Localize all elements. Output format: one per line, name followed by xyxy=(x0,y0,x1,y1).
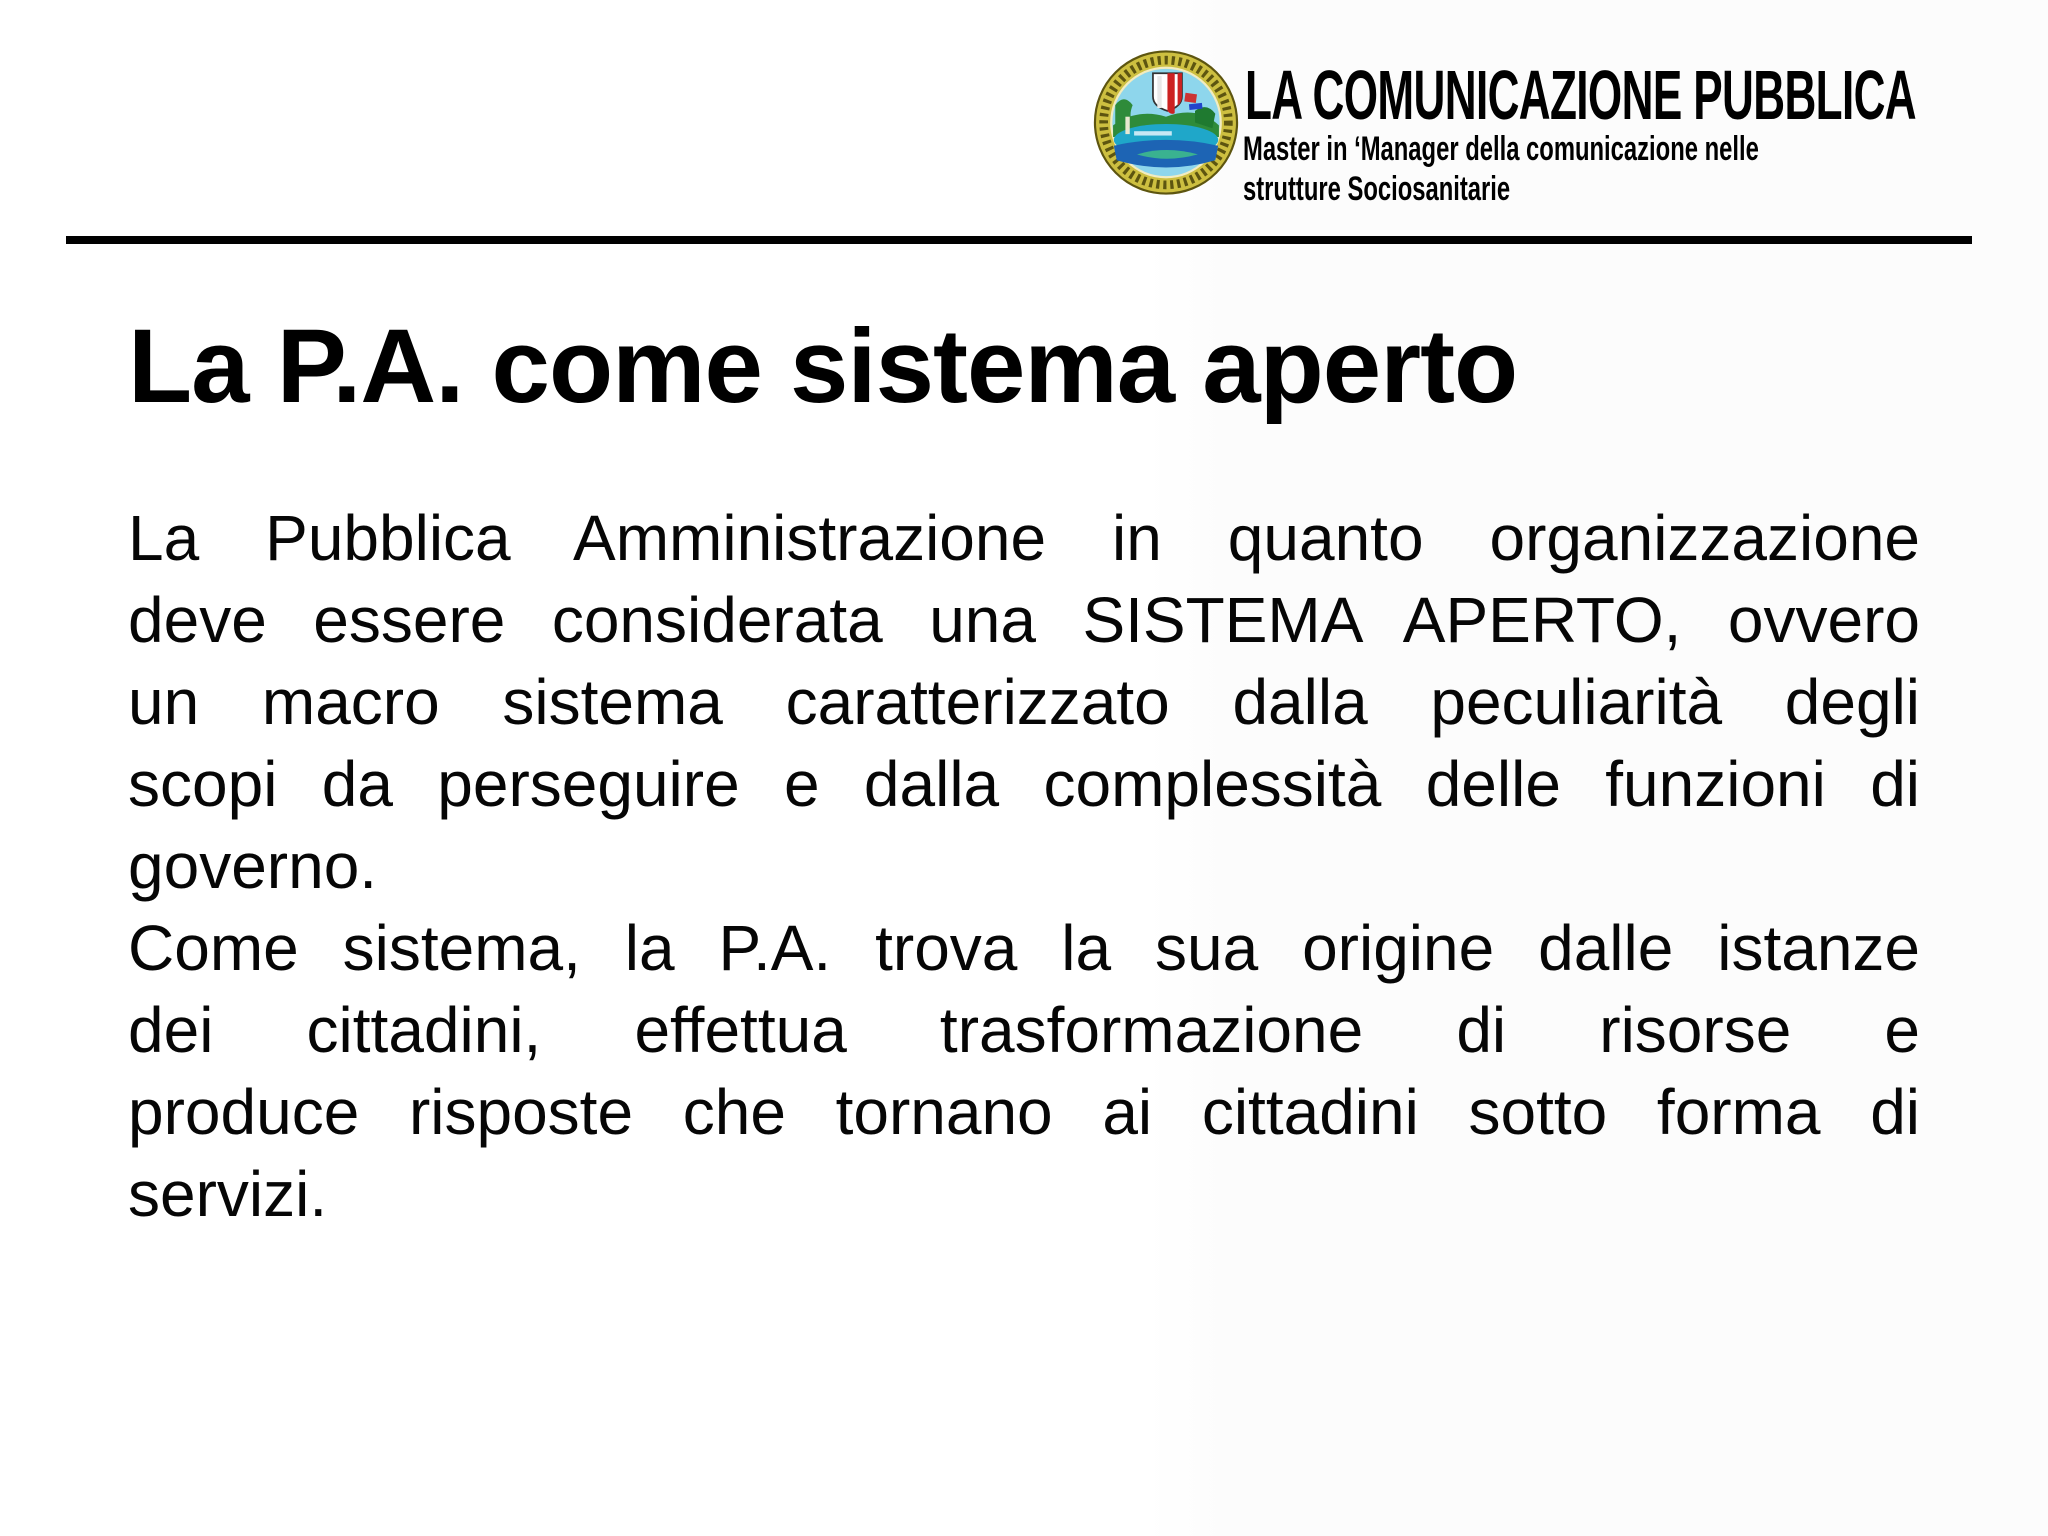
body-line: governo. xyxy=(128,830,378,902)
header-subtitle-line-2: strutture Sociosanitarie xyxy=(1243,170,1511,208)
slide-title: La P.A. come sistema aperto xyxy=(128,308,1518,425)
header-subtitle xyxy=(1243,129,1759,209)
body-line: deve essere considerata una SISTEMA APERTO, ovvero xyxy=(128,584,1920,656)
body-line: scopi da perseguire e dalla complessità delle funzioni di xyxy=(128,748,1920,820)
slide-body xyxy=(128,497,1920,1235)
header-title: LA COMUNICAZIONE PUBBLICA xyxy=(1245,56,1917,134)
university-seal-icon xyxy=(1092,50,1240,195)
body-line: produce risposte che tornano ai cittadini sotto forma di xyxy=(128,1076,1920,1148)
paragraph-2 xyxy=(128,907,1920,1235)
paragraph-1 xyxy=(128,497,1920,907)
header-subtitle-line-1: Master in ‘Manager della comunicazione nelle xyxy=(1243,130,1759,168)
body-line: dei cittadini, effettua trasformazione di risorse e xyxy=(128,994,1920,1066)
header-divider xyxy=(66,236,1972,244)
university-seal-logo xyxy=(1092,50,1240,195)
body-line: un macro sistema caratterizzato dalla peculiarità degli xyxy=(128,666,1920,738)
body-line: La Pubblica Amministrazione in quanto organizzazione xyxy=(128,502,1920,574)
body-line: servizi. xyxy=(128,1158,328,1230)
body-line: Come sistema, la P.A. trova la sua origine dalle istanze xyxy=(128,912,1920,984)
